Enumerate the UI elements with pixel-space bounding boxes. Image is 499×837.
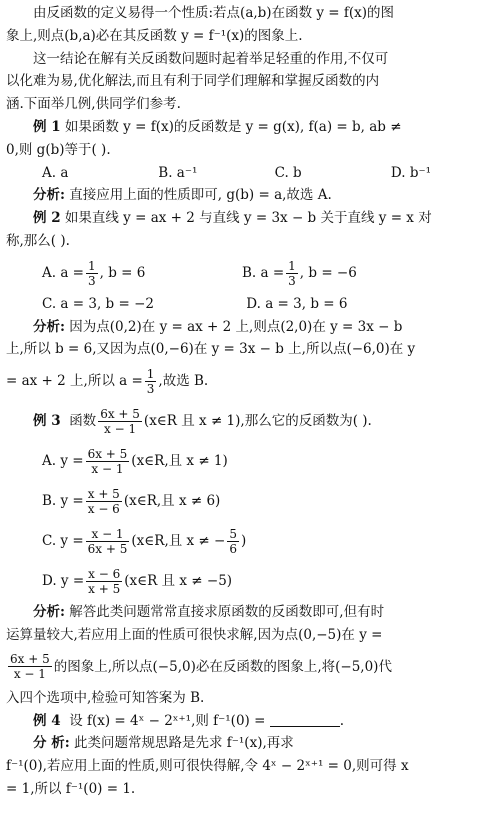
example-3-option-b-fraction xyxy=(86,487,122,516)
example-2-analysis-line-3 xyxy=(6,361,493,401)
example-4-analysis-line-2: f⁻¹(0),若应用上面的性质,则可很快得解,令 4ˣ − 2ˣ⁺¹ = 0,则可得 x xyxy=(6,758,409,775)
example-2-question-line-2: 称,那么( ). xyxy=(6,232,70,249)
example-3-option-c-condition-fraction xyxy=(227,527,239,556)
example-3-question xyxy=(6,401,493,441)
fraction-denominator: x − 1 xyxy=(13,667,46,682)
example-2-option-b-post: , b = −6 xyxy=(299,264,357,281)
example-3-option-a-pre: A. y = xyxy=(42,453,84,470)
example-2-analysis-text-3-post: ,故选 B. xyxy=(158,373,209,390)
fraction-numerator: x − 6 xyxy=(88,566,121,581)
example-1-question-line-1 xyxy=(6,116,493,139)
example-3-analysis-line-1 xyxy=(6,601,493,624)
example-2-analysis-fraction xyxy=(145,367,157,396)
example-3-question-fraction xyxy=(98,407,142,436)
answer-blank[interactable] xyxy=(270,712,340,727)
example-2-analysis-text-1: 因为点(0,2)在 y = ax + 2 上,则点(2,0)在 y = 3x − b xyxy=(69,318,403,335)
example-3-analysis-label: 分析: xyxy=(33,604,65,621)
example-3-option-d-post: (x∈R 且 x ≠ −5) xyxy=(124,573,233,590)
fraction-numerator: 6x + 5 xyxy=(87,446,128,461)
example-1-analysis xyxy=(6,184,493,207)
example-1-label: 例 1 xyxy=(33,118,61,135)
intro-line-3: 这一结论在解有关反函数问题时起着举足轻重的作用,不仅可 xyxy=(33,50,389,67)
example-2-option-a xyxy=(42,253,242,293)
example-1-question-line-2: 0,则 g(b)等于( ). xyxy=(6,141,111,158)
example-1-question-text-1: 如果函数 y = f(x)的反函数是 y = g(x), f(a) = b, ab ≠ xyxy=(64,118,402,135)
example-2-analysis-label: 分析: xyxy=(33,318,65,335)
example-4-analysis-line-3: = 1,所以 f⁻¹(0) = 1. xyxy=(6,780,136,797)
example-4-analysis-line-1 xyxy=(6,732,493,755)
example-2-analysis-line-2: 上,所以 b = 6,又因为点(0,−6)在 y = 3x − b 上,所以点(−6,0)在 y xyxy=(6,341,416,358)
example-4-question xyxy=(6,710,493,733)
example-3-option-b-pre: B. y = xyxy=(42,493,84,510)
example-3-analysis-fraction xyxy=(8,652,52,681)
example-3-option-d xyxy=(6,561,493,601)
example-3-label: 例 3 xyxy=(33,413,61,430)
example-3-analysis-line-4: 入四个选项中,检验可知答案为 B. xyxy=(6,689,205,706)
example-2-option-a-fraction xyxy=(86,259,98,288)
example-2-option-c: C. a = 3, b = −2 xyxy=(42,295,154,312)
example-3-option-c-fraction xyxy=(86,527,130,556)
example-3-option-b xyxy=(6,481,493,521)
fraction-denominator: x + 5 xyxy=(88,581,121,596)
example-2-option-b xyxy=(242,253,357,293)
example-2-analysis-line-1 xyxy=(6,316,493,339)
example-3-question-post: (x∈R 且 x ≠ 1),那么它的反函数为( ). xyxy=(143,413,372,430)
example-3-option-d-fraction xyxy=(86,567,122,596)
intro-line-2: 象上,则点(b,a)必在其反函数 y = f⁻¹(x)的图象上. xyxy=(6,27,303,44)
example-4-question-end: . xyxy=(339,712,345,729)
example-1-option-d: D. b⁻¹ xyxy=(390,164,431,181)
fraction-denominator: x − 6 xyxy=(87,501,120,516)
fraction-denominator: 3 xyxy=(87,273,96,288)
fraction-numerator: x + 5 xyxy=(87,486,120,501)
example-1-option-b: B. a⁻¹ xyxy=(158,164,198,181)
example-3-option-a-fraction xyxy=(86,447,130,476)
example-4-analysis-text-1: 此类问题常规思路是先求 f⁻¹(x),再求 xyxy=(73,735,294,752)
example-3-analysis-line-2: 运算量较大,若应用上面的性质可很快求解,因为点(0,−5)在 y = xyxy=(6,626,383,643)
example-2-option-a-pre: A. a = xyxy=(42,264,84,281)
example-4-label: 例 4 xyxy=(33,712,61,729)
example-4-question-text: 设 f(x) = 4ˣ − 2ˣ⁺¹,则 f⁻¹(0) = xyxy=(69,712,270,729)
fraction-denominator: x − 1 xyxy=(91,461,124,476)
example-1-option-c: C. b xyxy=(274,164,302,181)
example-2-label: 例 2 xyxy=(33,210,61,227)
example-2-option-d: D. a = 3, b = 6 xyxy=(246,295,348,312)
fraction-numerator: 6x + 5 xyxy=(100,406,140,421)
example-2-options-cd xyxy=(6,293,493,316)
example-3-option-a xyxy=(6,441,493,481)
example-3-option-c xyxy=(6,521,493,561)
example-3-option-b-post: (x∈R,且 x ≠ 6) xyxy=(123,493,221,510)
fraction-numerator: 1 xyxy=(288,258,296,273)
example-3-analysis-line-3 xyxy=(6,647,493,687)
example-3-question-pre: 函数 xyxy=(69,413,97,430)
example-1-option-a: A. a xyxy=(42,164,69,181)
fraction-numerator: 5 xyxy=(229,526,237,541)
example-2-option-b-pre: B. a = xyxy=(242,264,285,281)
example-3-option-a-post: (x∈R,且 x ≠ 1) xyxy=(131,453,228,470)
fraction-denominator: 3 xyxy=(288,273,296,288)
example-2-option-a-post: , b = 6 xyxy=(99,264,146,281)
example-1-options xyxy=(6,162,493,185)
example-3-analysis-text-3: 的图象上,所以点(−5,0)必在反函数的图象上,将(−5,0)代 xyxy=(53,658,392,675)
example-2-question-line-1 xyxy=(6,207,493,230)
fraction-numerator: x − 1 xyxy=(86,527,130,542)
example-1-analysis-text: 直接应用上面的性质即可, g(b) = a,故选 A. xyxy=(69,187,332,204)
example-3-option-c-post-pre: (x∈R,且 x ≠ − xyxy=(131,533,226,550)
intro-line-5: 涵.下面举几例,供同学们参考. xyxy=(6,96,181,113)
example-3-option-d-pre: D. y = xyxy=(42,573,85,590)
fraction-numerator: 1 xyxy=(146,366,155,381)
example-2-option-b-fraction xyxy=(286,259,298,288)
example-2-options-ab xyxy=(6,253,493,293)
intro-line-4: 以化难为易,优化解法,而且有利于同学们理解和掌握反函数的内 xyxy=(6,73,380,90)
example-1-analysis-label: 分析: xyxy=(33,187,65,204)
example-3-option-c-pre: C. y = xyxy=(42,533,84,550)
fraction-denominator: 3 xyxy=(146,381,155,396)
intro-line-1: 由反函数的定义易得一个性质:若点(a,b)在函数 y = f(x)的图 xyxy=(33,5,395,21)
fraction-numerator: 6x + 5 xyxy=(10,652,50,667)
fraction-numerator: 1 xyxy=(87,258,96,273)
fraction-denominator: x − 1 xyxy=(104,421,137,436)
example-3-option-c-post-end: ) xyxy=(241,533,247,550)
fraction-denominator: 6 xyxy=(229,541,237,556)
example-2-question-text-1: 如果直线 y = ax + 2 与直线 y = 3x − b 关于直线 y = x 对 xyxy=(64,210,432,227)
fraction-denominator: 6x + 5 xyxy=(87,541,128,556)
example-3-analysis-text-1: 解答此类问题常常直接求原函数的反函数即可,但有时 xyxy=(69,604,385,621)
example-4-analysis-label: 分 析: xyxy=(33,735,70,752)
example-2-analysis-text-3-pre: = ax + 2 上,所以 a = xyxy=(6,373,143,390)
